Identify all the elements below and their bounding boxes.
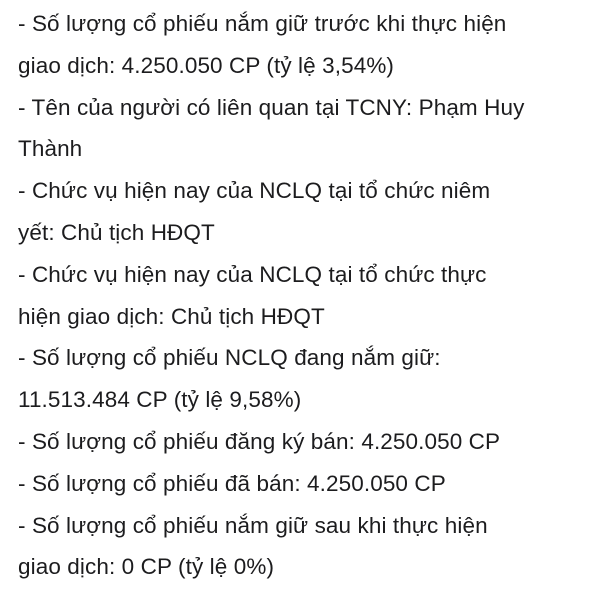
document-text-block [18, 3, 593, 588]
text-line: - Số lượng cổ phiếu nắm giữ sau khi thực hiện [18, 512, 488, 538]
text-line: yết: Chủ tịch HĐQT [18, 219, 215, 245]
text-line: - Tên của người có liên quan tại TCNY: Phạm Huy [18, 94, 525, 120]
text-line: 11.513.484 CP (tỷ lệ 9,58%) [18, 387, 302, 413]
text-line: giao dịch: 0 CP (tỷ lệ 0%) [18, 554, 275, 580]
text-line: - Số lượng cổ phiếu đã bán: 4.250.050 CP [18, 470, 446, 496]
text-line: - Số lượng cổ phiếu nắm giữ trước khi thực hiện [18, 11, 507, 36]
text-line: - Số lượng cổ phiếu đăng ký bán: 4.250.050 CP [18, 428, 501, 454]
text-line: Thành [18, 136, 83, 162]
text-line: - Số lượng cổ phiếu NCLQ đang nắm giữ: [18, 345, 441, 371]
text-line: - Chức vụ hiện nay của NCLQ tại tổ chức niêm [18, 178, 491, 204]
text-line: - Chức vụ hiện nay của NCLQ tại tổ chức thực [18, 261, 487, 287]
text-line: hiện giao dịch: Chủ tịch HĐQT [18, 303, 325, 329]
text-line: giao dịch: 4.250.050 CP (tỷ lệ 3,54%) [18, 52, 395, 78]
